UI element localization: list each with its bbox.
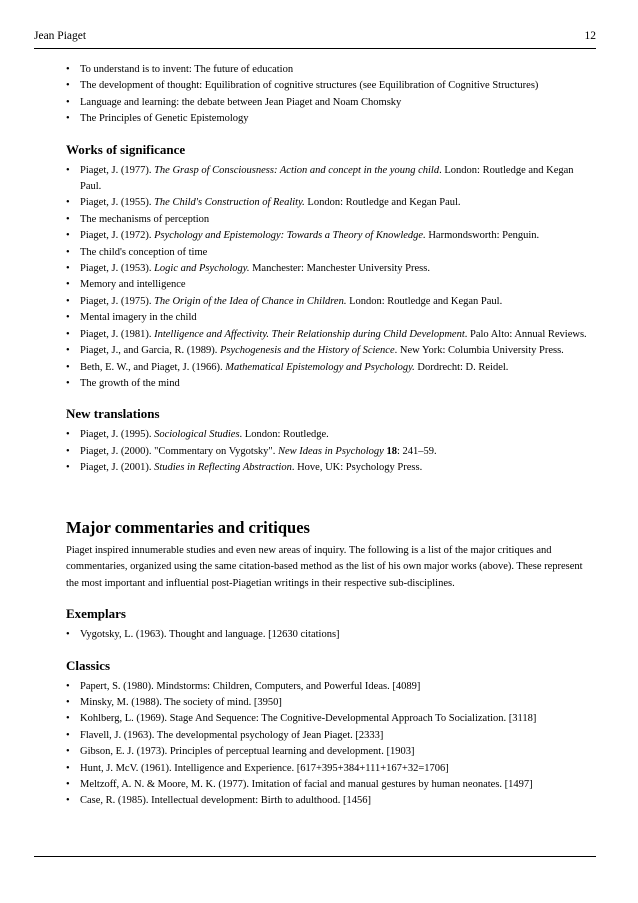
list-item: • Piaget, J. (1981). Intelligence and Affectivity. Their Relationship during Child Development. Palo Alto: Annual Reviews. [66, 327, 596, 343]
exemplars-heading: Exemplars [66, 606, 126, 622]
classics-list [66, 679, 596, 810]
bullet-icon: • [66, 713, 70, 725]
works-list [66, 163, 596, 393]
list-item: • Piaget, J., and Garcia, R. (1989). Psychogenesis and the History of Science. New York: Columbia University Press. [66, 343, 596, 359]
bullet-icon: • [66, 80, 70, 92]
bullet-icon: • [66, 629, 70, 641]
list-item: • Gibson, E. J. (1973). Principles of perceptual learning and development. [1903] [66, 744, 596, 760]
list-item: • Language and learning: the debate between Jean Piaget and Noam Chomsky [66, 95, 596, 111]
bullet-icon: • [66, 246, 70, 258]
bullet-icon: • [66, 328, 70, 340]
list-item: • The growth of the mind [66, 376, 596, 392]
list-item: • Mental imagery in the child [66, 310, 596, 326]
list-item: • The development of thought: Equilibration of cognitive structures (see Equilibration of Cognitive Structures) [66, 78, 596, 94]
list-item: • The child's conception of time [66, 245, 596, 261]
bullet-icon: • [66, 230, 70, 242]
list-item: • Piaget, J. (1977). The Grasp of Consciousness: Action and concept in the young child. London: Routledge and Kegan Paul. [66, 164, 574, 193]
list-item: • Piaget, J. (1953). Logic and Psychology. Manchester: Manchester University Press. [66, 261, 596, 277]
bullet-icon: • [66, 263, 70, 275]
page-header [34, 30, 596, 48]
list-item: • Beth, E. W., and Piaget, J. (1966). Mathematical Epistemology and Psychology. Dordrecht: D. Reidel. [66, 360, 596, 376]
commentaries-heading: Major commentaries and critiques [66, 518, 310, 537]
page-number: 12 [584, 30, 596, 42]
bullet-icon: • [66, 779, 70, 791]
bullet-icon: • [66, 429, 70, 441]
bullet-icon: • [66, 345, 70, 357]
list-item: • Piaget, J. (1955). The Child's Construction of Reality. London: Routledge and Kegan Paul. [66, 195, 596, 211]
list-item: • Case, R. (1985). Intellectual development: Birth to adulthood. [1456] [66, 793, 596, 809]
bullet-icon: • [66, 64, 70, 75]
list-item: • Kohlberg, L. (1969). Stage And Sequence: The Cognitive-Developmental Approach To Socialization. [3118] [66, 711, 596, 727]
bullet-icon: • [66, 445, 70, 457]
header-title: Jean Piaget [34, 30, 87, 42]
bullet-icon: • [66, 729, 70, 741]
footer-rule [34, 856, 596, 857]
list-item: • The Principles of Genetic Epistemology [66, 111, 596, 127]
list-item: • To understand is to invent: The future of education [66, 62, 596, 78]
bullet-icon: • [66, 762, 70, 774]
bullet-icon: • [66, 462, 70, 474]
header-rule [34, 48, 596, 49]
bullet-icon: • [66, 213, 70, 225]
list-item: • Piaget, J. (2001). Studies in Reflecting Abstraction. Hove, UK: Psychology Press. [66, 460, 596, 476]
list-item: • Flavell, J. (1963). The developmental psychology of Jean Piaget. [2333] [66, 728, 596, 744]
bullet-icon: • [66, 312, 70, 324]
bullet-icon: • [66, 113, 70, 125]
translations-list [66, 427, 596, 476]
commentaries-paragraph: Piaget inspired innumerable studies and even new areas of inquiry. The following is a list of the major critiques and commentaries, organized using the same citation-based method as the list of his own major works (above). These represent the most important and influential post-Piagetian writings in their respective sub-disciplines. [66, 545, 583, 589]
translations-heading: New translations [66, 406, 160, 422]
bullet-icon: • [66, 361, 70, 373]
bullet-icon: • [66, 197, 70, 209]
bullet-icon: • [66, 279, 70, 291]
bullet-icon: • [66, 680, 70, 692]
list-item: • Piaget, J. (1972). Psychology and Epistemology: Towards a Theory of Knowledge. Harmondsworth: Penguin. [66, 228, 596, 244]
bullet-icon: • [66, 746, 70, 758]
bullet-icon: • [66, 164, 70, 176]
list-item: • Vygotsky, L. (1963). Thought and language. [12630 citations] [66, 627, 596, 643]
works-heading: Works of significance [66, 141, 186, 157]
list-item: • Piaget, J. (1995). Sociological Studies. London: Routledge. [66, 427, 596, 443]
page-content [66, 62, 596, 477]
list-item: • Hunt, J. McV. (1961). Intelligence and Experience. [617+395+384+111+167+32=1706] [66, 761, 596, 777]
bullet-icon: • [66, 96, 70, 108]
list-item: • Papert, S. (1980). Mindstorms: Children, Computers, and Powerful Ideas. [4089] [66, 679, 596, 695]
exemplars-list [66, 627, 596, 643]
bullet-icon: • [66, 795, 70, 807]
list-item: • The mechanisms of perception [66, 212, 596, 228]
bullet-icon: • [66, 697, 70, 709]
list-item: • Minsky, M. (1988). The society of mind. [3950] [66, 695, 596, 711]
list-item: • Piaget, J. (2000). "Commentary on Vygotsky". New Ideas in Psychology 18: 241–59. [66, 444, 596, 460]
list-item: • Meltzoff, A. N. & Moore, M. K. (1977). Imitation of facial and manual gestures by human neonates. [1497] [66, 777, 596, 793]
list-item: • Piaget, J. (1975). The Origin of the Idea of Chance in Children. London: Routledge and Kegan Paul. [66, 294, 596, 310]
bullet-icon: • [66, 377, 70, 389]
bullet-icon: • [66, 295, 70, 307]
intro-list [66, 62, 596, 128]
classics-heading: Classics [66, 657, 111, 673]
commentaries-section [66, 518, 596, 810]
list-item: • Memory and intelligence [66, 277, 596, 293]
